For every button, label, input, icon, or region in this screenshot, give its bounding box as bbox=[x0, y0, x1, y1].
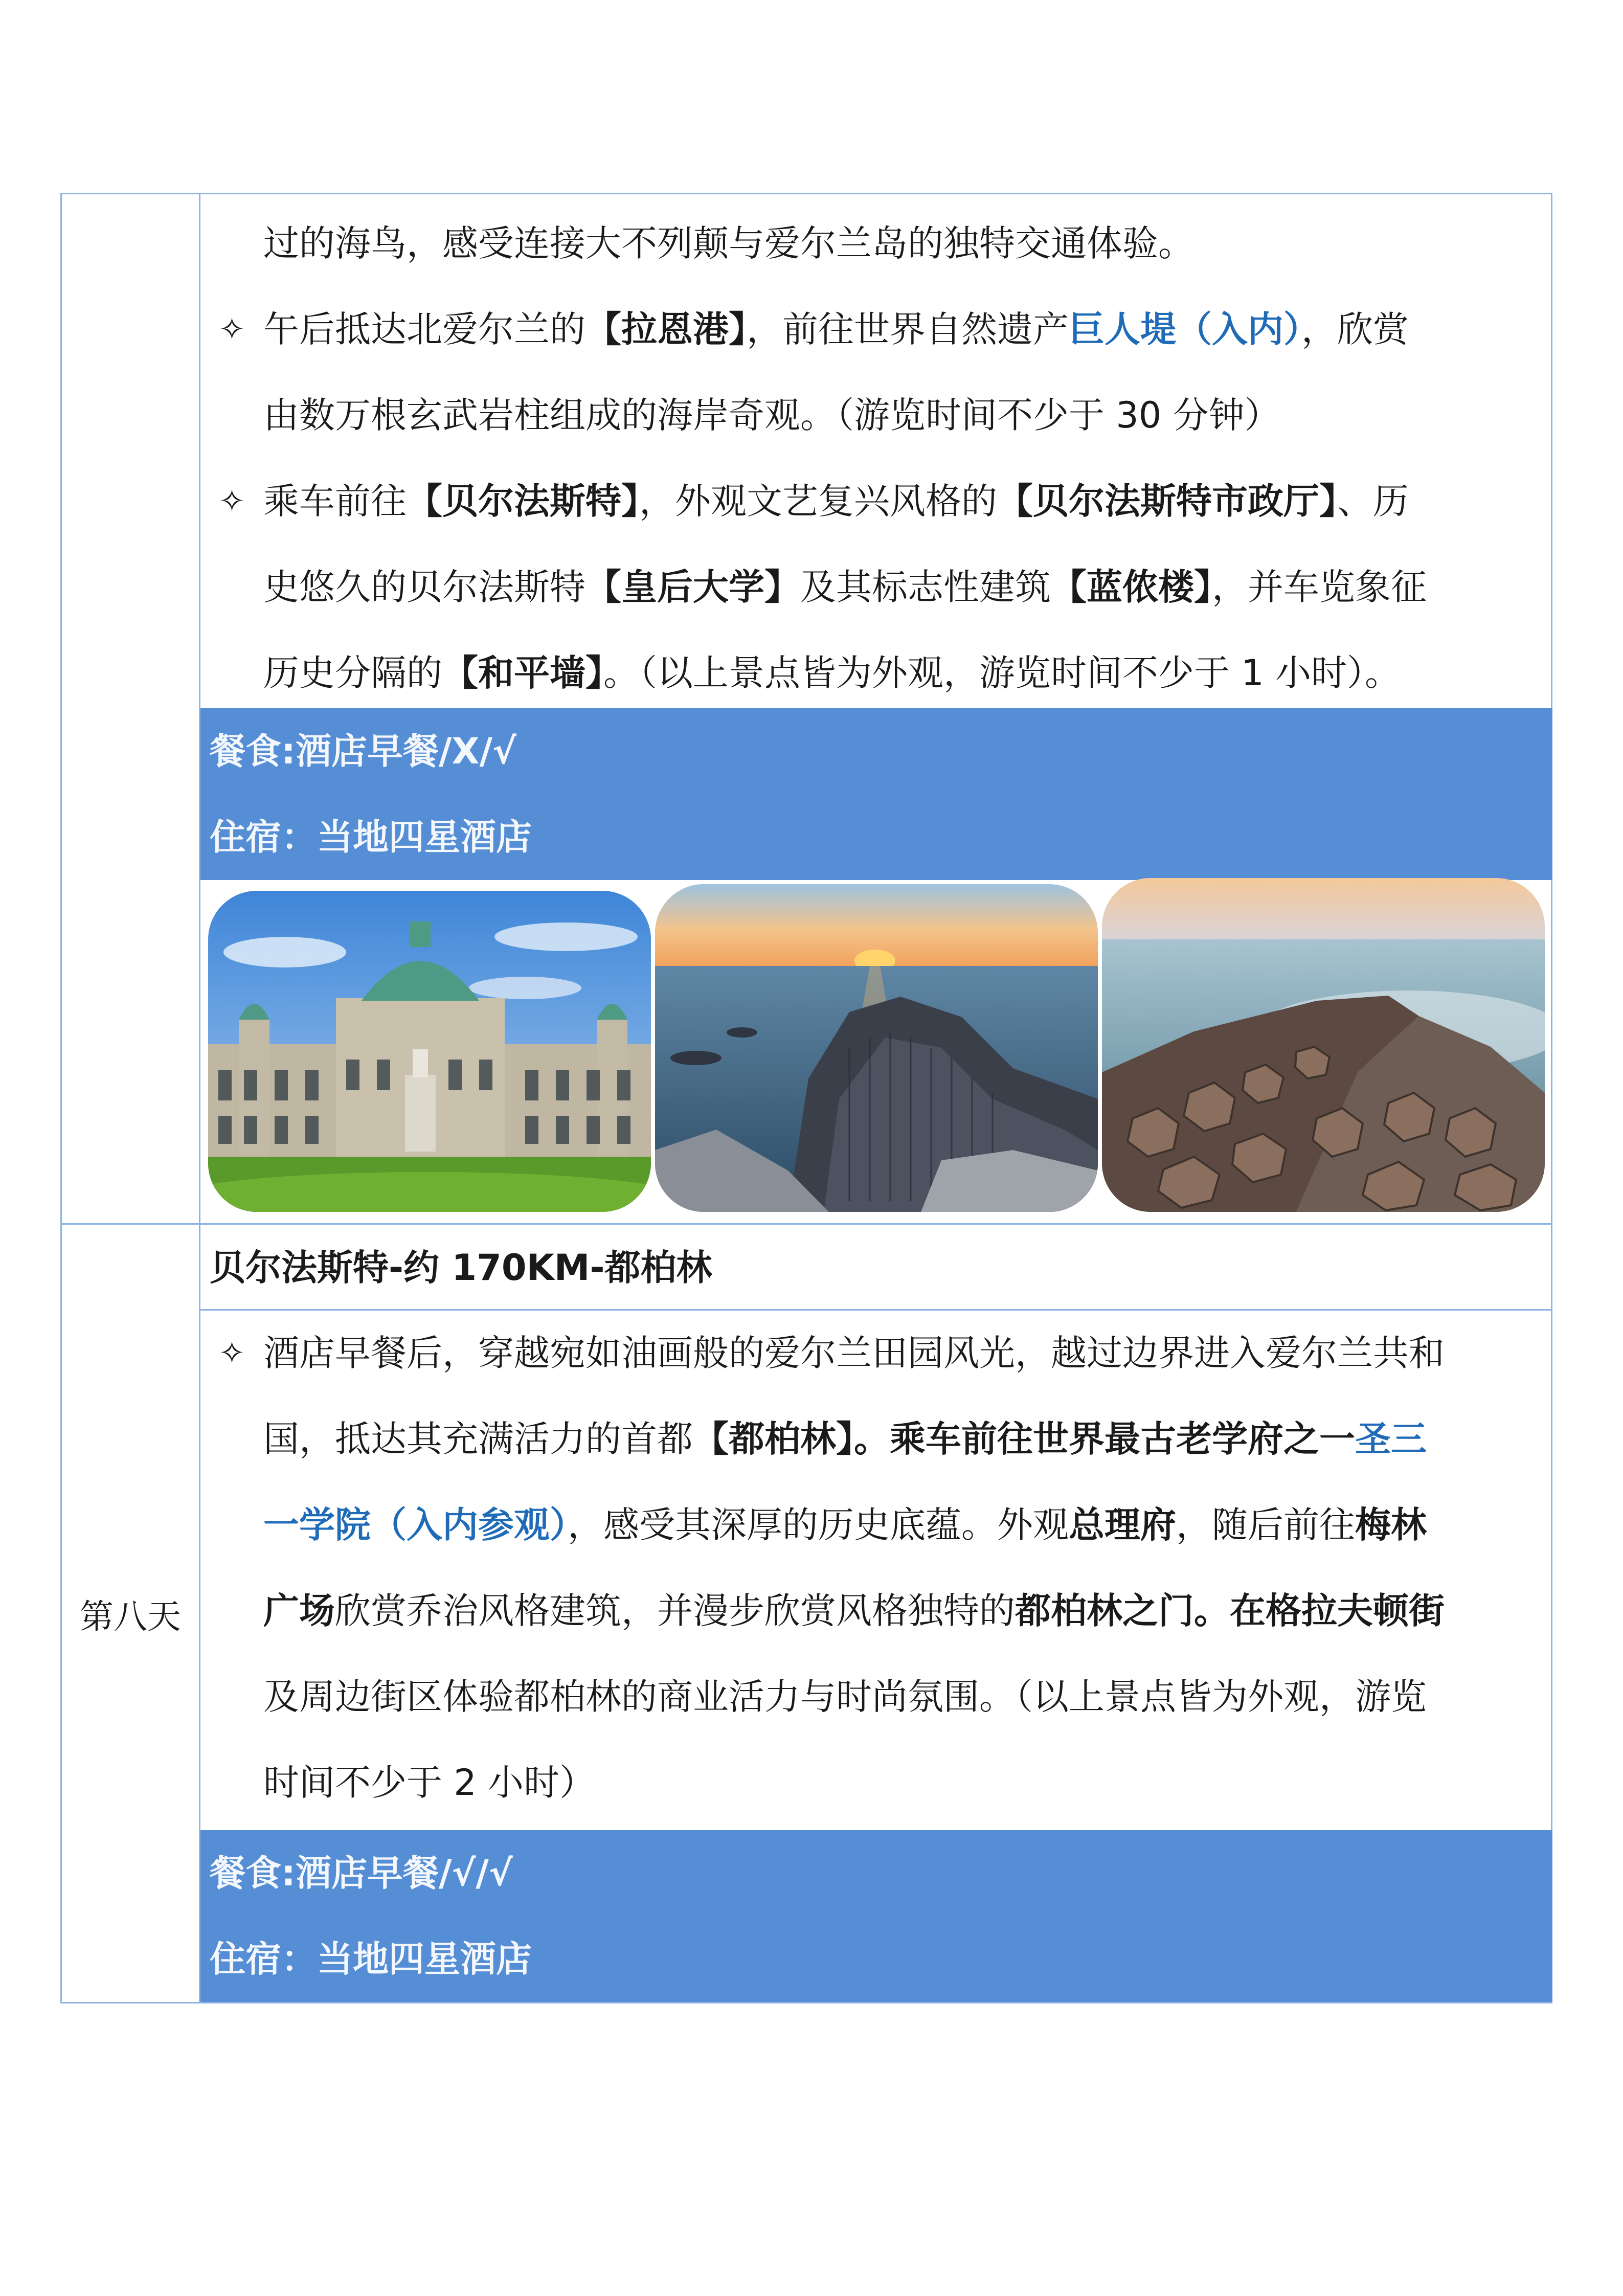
hotel-info: 住宿：当地四星酒店 bbox=[210, 816, 532, 858]
day8-label-cell bbox=[60, 1225, 200, 2002]
giants-causeway-stones-photo bbox=[1102, 878, 1545, 1212]
day8-bullet-1: ✧ 酒店早餐后，穿越宛如油画般的爱尔兰田园风光，越过边界进入爱尔兰共和 bbox=[200, 1310, 1552, 1396]
day7-line-5: 历史分隔的【和平墙】。（以上景点皆为外观，游览时间不少于 1 小时）。 bbox=[263, 652, 1401, 694]
day8-line-1: 国，抵达其充满活力的首都【都柏林】。乘车前往世界最古老学府之一圣三 bbox=[263, 1418, 1427, 1460]
meal-info: 餐食:酒店早餐/√/√ bbox=[210, 1852, 513, 1894]
bullet-icon: ✧ bbox=[218, 1334, 245, 1371]
day8-route: 贝尔法斯特-约 170KM-都柏林 bbox=[210, 1247, 712, 1289]
day8-content bbox=[200, 1225, 1552, 2002]
day7-line-2: 由数万根玄武岩柱组成的海岸奇观。（游览时间不少于 30 分钟） bbox=[263, 394, 1280, 436]
table-border-bottom bbox=[60, 2002, 1552, 2004]
day8-line-2: 一学院（入内参观），感受其深厚的历史底蕴。外观总理府，随后前往梅林 bbox=[263, 1504, 1427, 1546]
day7-bullet-2: ✧ 乘车前往【贝尔法斯特】，外观文艺复兴风格的【贝尔法斯特市政厅】、历 bbox=[200, 458, 1552, 544]
day7-content bbox=[200, 193, 1552, 1223]
day7-meal-bar bbox=[200, 708, 1552, 880]
hotel-info: 住宿：当地四星酒店 bbox=[210, 1938, 532, 1980]
day7-bullet-1: ✧ 午后抵达北爱尔兰的【拉恩港】，前往世界自然遗产巨人堤（入内），欣赏 bbox=[200, 286, 1552, 372]
day8-meal-bar bbox=[200, 1830, 1552, 2002]
day8-line-3: 广场欣赏乔治风格建筑，并漫步欣赏风格独特的都柏林之门。在格拉夫顿街 bbox=[263, 1590, 1445, 1632]
day8-line-5: 时间不少于 2 小时） bbox=[263, 1762, 596, 1804]
bullet-icon: ✧ bbox=[218, 310, 245, 348]
bullet-icon: ✧ bbox=[218, 482, 245, 520]
giants-causeway-sunset-photo bbox=[655, 884, 1098, 1212]
day7-line-4: 史悠久的贝尔法斯特【皇后大学】及其标志性建筑【蓝侬楼】，并车览象征 bbox=[263, 566, 1427, 608]
day8-line-4: 及周边街区体验都柏林的商业活力与时尚氛围。（以上景点皆为外观，游览 bbox=[263, 1676, 1427, 1718]
day-label: 第八天 bbox=[80, 1596, 181, 1636]
itinerary-table bbox=[60, 193, 1552, 2004]
belfast-city-hall-photo bbox=[208, 891, 651, 1212]
meal-info: 餐食:酒店早餐/X/√ bbox=[210, 730, 516, 772]
day7-line-0: 过的海鸟，感受连接大不列颠与爱尔兰岛的独特交通体验。 bbox=[263, 222, 1194, 264]
